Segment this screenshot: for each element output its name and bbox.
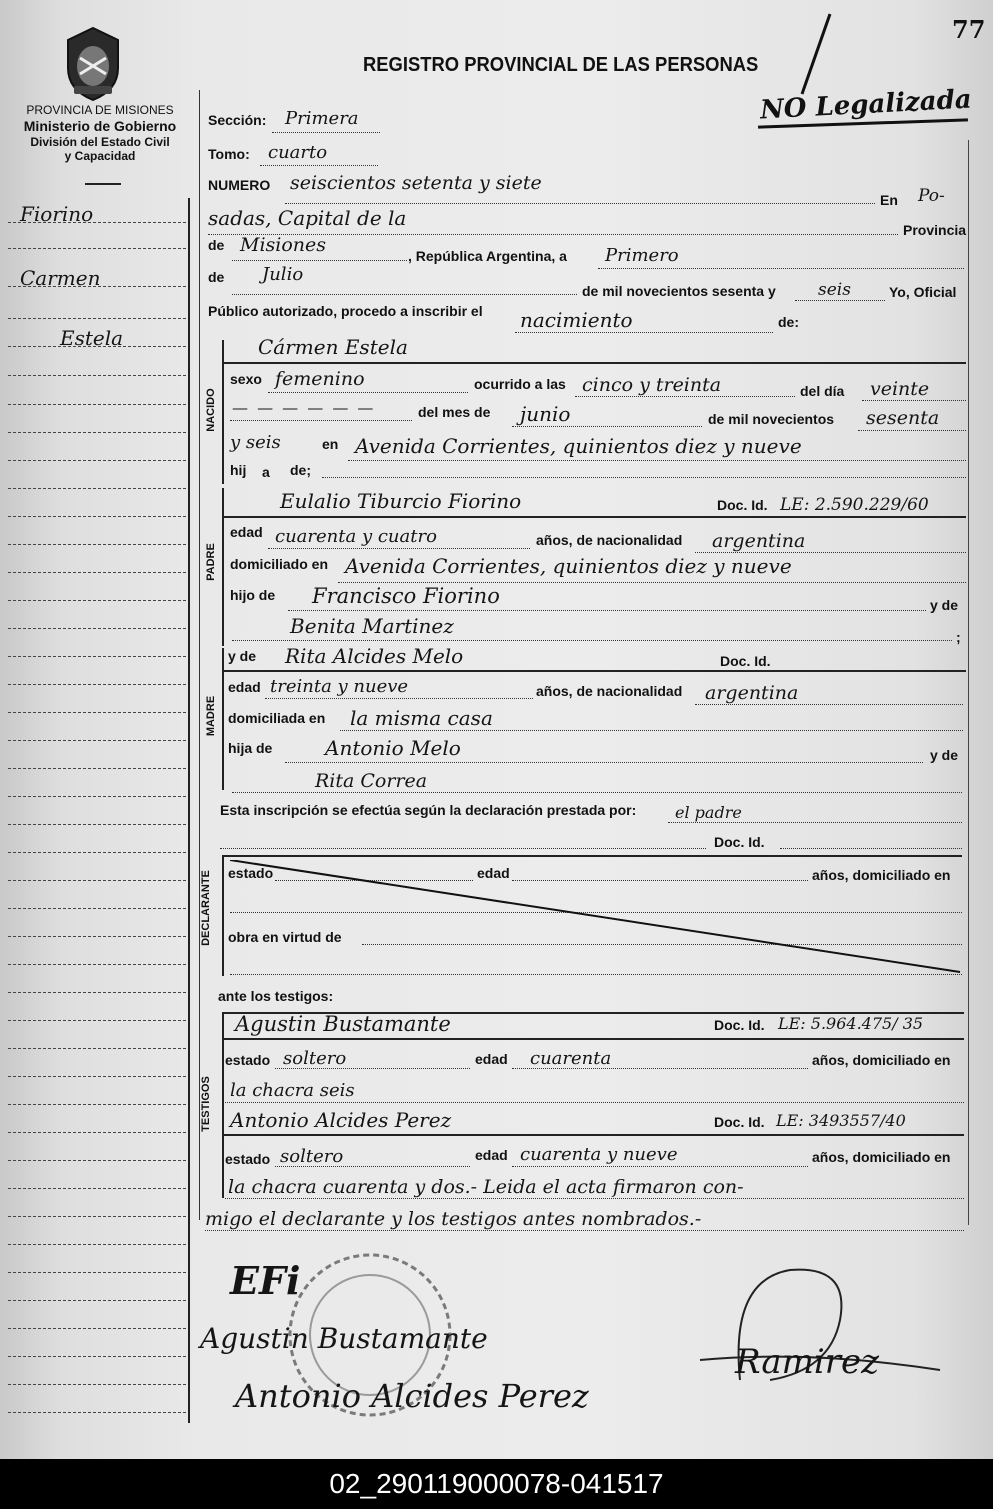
- testigo-1-estado-label: estado: [225, 1052, 271, 1068]
- nacido-full-name: Cármen Estela: [258, 335, 408, 359]
- scan-id-footer: 02_290119000078-041517: [0, 1459, 993, 1509]
- en-label-2: en: [322, 436, 339, 452]
- padre-domicilio-label: domiciliado en: [230, 556, 329, 572]
- padre-doc-label: Doc. Id.: [717, 497, 768, 513]
- page-title: REGISTRO PROVINCIAL DE LAS PERSONAS: [363, 54, 759, 76]
- tomo-value: cuarto: [268, 142, 328, 163]
- de-colon-label: de:: [778, 314, 799, 330]
- declarante-estado-label: estado: [228, 865, 274, 881]
- testigo-2-edad-value: cuarenta y nueve: [520, 1144, 678, 1165]
- madre-doc-label: Doc. Id.: [720, 653, 771, 669]
- madre-y-de-label: y de: [228, 648, 257, 664]
- anio-value: sesenta: [866, 407, 940, 429]
- padre-anios-label: años, de nacionalidad: [536, 532, 683, 548]
- seccion-label: Sección:: [208, 112, 267, 128]
- ocurrido-label: ocurrido a las: [474, 376, 566, 392]
- padre-edad-value: cuarenta y cuatro: [275, 526, 437, 547]
- testigo-2-doc-label: Doc. Id.: [714, 1114, 765, 1130]
- padre-doc-value: LE: 2.590.229/60: [780, 495, 929, 515]
- mes-value: junio: [520, 402, 571, 426]
- testigo-1-name: Agustin Bustamante: [235, 1012, 451, 1036]
- de-label: de: [208, 237, 225, 253]
- testigos-ante-label: ante los testigos:: [218, 988, 334, 1004]
- testigo-1-domicilio: la chacra seis: [230, 1080, 355, 1101]
- padre-edad-label: edad: [230, 524, 263, 540]
- seccion-value: Primera: [285, 108, 359, 129]
- mil-label: de mil novecientos: [708, 411, 835, 427]
- hij-a-suffix: a: [262, 464, 270, 480]
- madre-padre-value: Antonio Melo: [325, 736, 461, 760]
- hora-value: cinco y treinta: [582, 374, 722, 396]
- testigo-1-doc-value: LE: 5.964.475/ 35: [778, 1014, 924, 1033]
- right-border: [968, 140, 969, 1225]
- margin-border: [188, 198, 190, 1423]
- madre-y-de-label-2: y de: [930, 747, 959, 763]
- numero-value: seiscientos setenta y siete: [290, 172, 542, 194]
- declarante-edad-label: edad: [477, 865, 510, 881]
- day-value: Primero: [605, 245, 679, 266]
- madre-hija-label: hija de: [228, 740, 273, 756]
- margin-name-2: Estela: [60, 326, 124, 350]
- legalizada-stamp: NO Legalizada: [759, 84, 973, 126]
- city-value-b: sadas, Capital de la: [208, 206, 407, 230]
- testigo-1-anios-label: años, domiciliado en: [812, 1052, 951, 1068]
- hij-de-label: de;: [290, 462, 311, 478]
- testigo-1-edad-value: cuarenta: [530, 1048, 612, 1069]
- padre-madre-value: Benita Martinez: [290, 614, 454, 638]
- stamp-slash-mark: [790, 10, 840, 100]
- padre-padre-value: Francisco Fiorino: [312, 584, 500, 608]
- oficial-label: Yo, Oficial: [889, 284, 957, 300]
- del-dia-label: del día: [800, 383, 845, 399]
- testigo-2-domicilio: la chacra cuarenta y dos.- Leida el acta firmaron con-: [228, 1176, 744, 1198]
- madre-domicilio-value: la misma casa: [350, 706, 493, 730]
- division-line-2: y Capacidad: [64, 149, 136, 164]
- padre-nacionalidad-value: argentina: [712, 530, 806, 552]
- madre-name: Rita Alcides Melo: [285, 644, 464, 668]
- header-divider: [85, 183, 121, 185]
- declaracion-value: el padre: [675, 803, 742, 822]
- padre-domicilio-value: Avenida Corrientes, quinientos diez y nueve: [345, 554, 792, 578]
- padre-bracket: [222, 488, 224, 646]
- testigo-2-estado-value: soltero: [280, 1146, 344, 1167]
- signature-2: Agustin Bustamante: [200, 1322, 488, 1355]
- signature-1: EFi: [230, 1258, 301, 1303]
- declarante-section-label: DECLARANTE: [200, 870, 212, 946]
- testigo-1-edad-label: edad: [475, 1051, 508, 1067]
- declarante-bracket: [222, 856, 224, 976]
- numero-label: NUMERO: [208, 177, 271, 193]
- lugar-value: Avenida Corrientes, quinientos diez y nueve: [355, 434, 802, 458]
- madre-section-label: MADRE: [205, 695, 217, 737]
- year-label: de mil novecientos sesenta y: [582, 283, 776, 299]
- del-mes-label: del mes de: [418, 404, 491, 420]
- year-value: seis: [818, 280, 851, 300]
- testigo-1-estado-value: soltero: [283, 1048, 347, 1069]
- publico-label: Público autorizado, procedo a inscribir el: [208, 303, 483, 319]
- tomo-label: Tomo:: [208, 146, 250, 162]
- declaracion-label: Esta inscripción se efectúa según la declaración prestada por:: [220, 802, 637, 818]
- obra-label: obra en virtud de: [228, 929, 342, 945]
- en-label: En: [880, 192, 898, 208]
- signature-4: Ramirez: [735, 1342, 880, 1382]
- madre-edad-label: edad: [228, 679, 261, 695]
- page-number: 77: [952, 15, 986, 44]
- anio-continuation: y seis: [230, 432, 281, 453]
- closing-text: migo el declarante y los testigos antes nombrados.-: [205, 1208, 702, 1230]
- act-value: nacimiento: [520, 308, 633, 332]
- testigo-2-edad-label: edad: [475, 1147, 508, 1163]
- de-label-2: de: [208, 269, 225, 285]
- declarante-doc-label: Doc. Id.: [714, 834, 765, 850]
- margin-surname: Fiorino: [20, 202, 94, 226]
- signature-3: Antonio Alcides Perez: [235, 1377, 589, 1415]
- province-value: Misiones: [240, 234, 327, 256]
- padre-semicolon: ;: [956, 629, 961, 645]
- madre-edad-value: treinta y nueve: [270, 676, 409, 697]
- padre-section-label: PADRE: [205, 543, 217, 581]
- sexo-label: sexo: [230, 371, 262, 387]
- declarante-anios-label: años, domiciliado en: [812, 867, 951, 883]
- declarante-cancel-line: [230, 860, 970, 980]
- coat-of-arms-icon: [60, 26, 126, 102]
- madre-madre-value: Rita Correa: [315, 770, 428, 792]
- testigo-2-estado-label: estado: [225, 1151, 271, 1167]
- madre-anios-label: años, de nacionalidad: [536, 683, 683, 699]
- madre-domicilio-label: domiciliada en: [228, 710, 326, 726]
- testigo-2-name: Antonio Alcides Perez: [230, 1108, 452, 1132]
- madre-nacionalidad-value: argentina: [705, 682, 799, 704]
- margin-name-1: Carmen: [20, 266, 101, 290]
- ministry-name: Ministerio de Gobierno: [23, 117, 177, 134]
- inner-left-border: [199, 90, 200, 1220]
- official-signature-flourish-icon: [690, 1260, 950, 1420]
- testigo-1-doc-label: Doc. Id.: [714, 1017, 765, 1033]
- padre-y-de-label: y de: [930, 597, 959, 613]
- dia-value: veinte: [870, 378, 930, 400]
- city-value-a: Po-: [918, 186, 945, 206]
- padre-name: Eulalio Tiburcio Fiorino: [280, 489, 522, 513]
- republica-label: , República Argentina, a: [408, 248, 567, 264]
- month-value: Julio: [262, 264, 304, 285]
- sexo-value: femenino: [275, 368, 365, 390]
- hij-label: hij: [230, 462, 247, 478]
- provincia-label: Provincia: [903, 222, 967, 238]
- padre-hijo-label: hijo de: [230, 587, 276, 603]
- division-line-1: División del Estado Civil: [30, 134, 170, 149]
- testigo-2-doc-value: LE: 3493557/40: [776, 1111, 906, 1130]
- testigos-section-label: TESTIGOS: [200, 1076, 212, 1132]
- testigo-2-anios-label: años, domiciliado en: [812, 1149, 951, 1165]
- nacido-section-label: NACIDO: [205, 388, 217, 432]
- dia-continuation: — — — — — —: [232, 398, 376, 417]
- province-name: PROVINCIA DE MISIONES: [26, 103, 174, 117]
